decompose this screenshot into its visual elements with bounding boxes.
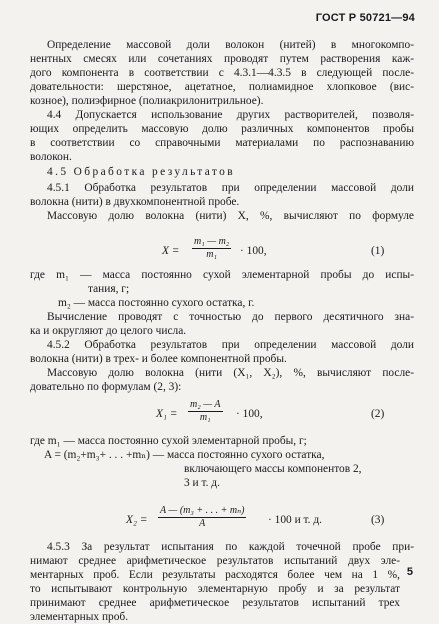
text-line: ющих определить массовую долю различных компонентов пробы xyxy=(30,123,414,135)
text-line: козное), полиэфирное (полиакрилонитрильное). xyxy=(30,95,264,107)
formula-lhs: X₁ = xyxy=(156,408,178,420)
formula-fraction xyxy=(192,236,231,261)
text-line: довательно по формулам (2, 3): xyxy=(30,381,182,393)
text-line: элементарных проб. xyxy=(30,611,129,623)
page-number: 5 xyxy=(406,566,413,578)
text-line: 4.5.2 Обработка результатов при определении массовой доли xyxy=(47,339,414,351)
formula-fraction xyxy=(158,505,246,530)
text-line: то испытывают контрольную элементарную пробу и за результат xyxy=(30,583,400,595)
formula-denominator: m₁ xyxy=(206,249,217,260)
formula-fraction xyxy=(188,399,223,424)
formula-denominator: A xyxy=(199,518,206,529)
text-line: волокна (нити) в двухкомпонентной пробе. xyxy=(30,196,240,208)
text-line: довательности: шерстяное, ацетатное, полиамидное хлопковое (вис- xyxy=(30,81,414,93)
text-line: ментарных проб. Если результаты расходятся более чем на 1 %, xyxy=(30,569,400,581)
text-line: нимают среднее арифметическое результатов испытаний двух эле- xyxy=(30,555,400,567)
text-line: Массовую долю волокна (нити) X, %, вычисляют по формуле xyxy=(47,210,414,222)
text-line: в соответствии со справочными материалами по распознаванию xyxy=(30,137,414,149)
text-line: волокна (нити) в трех- и более компонентной пробы. xyxy=(30,353,287,365)
text-line: 4.5.3 За результат испытания по каждой точечной пробе при- xyxy=(47,541,414,553)
text-line: m₂ — масса постоянно сухого остатка, г. xyxy=(58,297,255,309)
formula-rhs: · 100, xyxy=(240,245,267,257)
formula-numerator: m₁ — m₂ xyxy=(194,236,230,247)
formula-lhs: X = xyxy=(162,245,180,257)
formula-denominator: m₁ xyxy=(199,412,211,423)
formula-number: (3) xyxy=(371,514,385,526)
section-heading: 4.5 Обработка результатов xyxy=(47,166,236,178)
text-line: включающего массы компонентов 2, xyxy=(184,463,362,475)
text-line: 4.4 Допускается использование других растворителей, позволя- xyxy=(47,109,414,121)
formula-number: (2) xyxy=(371,408,385,420)
text-line: где m₁ — масса постоянно сухой элементарной пробы, г; xyxy=(30,435,307,447)
text-line: волокон. xyxy=(30,151,72,163)
text-line: Массовую долю волокна (нити (X₁, X₂), %, вычисляют после- xyxy=(47,367,414,379)
formula-lhs: X₂ = xyxy=(126,514,148,526)
text-line: ка и округляют до целого числа. xyxy=(30,325,187,337)
formula-rhs: · 100, xyxy=(236,408,263,420)
text-line: нентных смесях или сочетаниях проводят путем растворения каж- xyxy=(30,53,414,65)
text-line: дого компонента в соответствии с 4.3.1—4.3.5 в следующей после- xyxy=(30,67,414,79)
text-line: Определение массовой доли волокон (нитей) в многокомпо- xyxy=(47,39,414,51)
text-line: где m₁ — масса постоянно сухой элементарной пробы до испы- xyxy=(30,269,414,281)
text-line: тания, г; xyxy=(88,283,130,295)
text-line: 4.5.1 Обработка результатов при определении массовой доли xyxy=(47,182,414,194)
text-line: 3 и т. д. xyxy=(184,477,220,489)
text-line: Вычисление проводят с точностью до первого десятичного зна- xyxy=(47,311,414,323)
formula-numerator: m₂ — A xyxy=(190,399,221,410)
formula-numerator: A — (m₃ + . . . + mₙ) xyxy=(160,505,245,516)
formula-rhs: · 100 и т. д. xyxy=(268,514,322,526)
text-line: A = (m₂+m₃+ . . . +mₙ) — масса постоянно сухого остатка, xyxy=(44,449,325,461)
formula-number: (1) xyxy=(371,245,385,257)
text-line: принимают среднее арифметическое результатов испытаний трех xyxy=(30,597,400,609)
standard-header: ГОСТ Р 50721—94 xyxy=(315,12,415,24)
